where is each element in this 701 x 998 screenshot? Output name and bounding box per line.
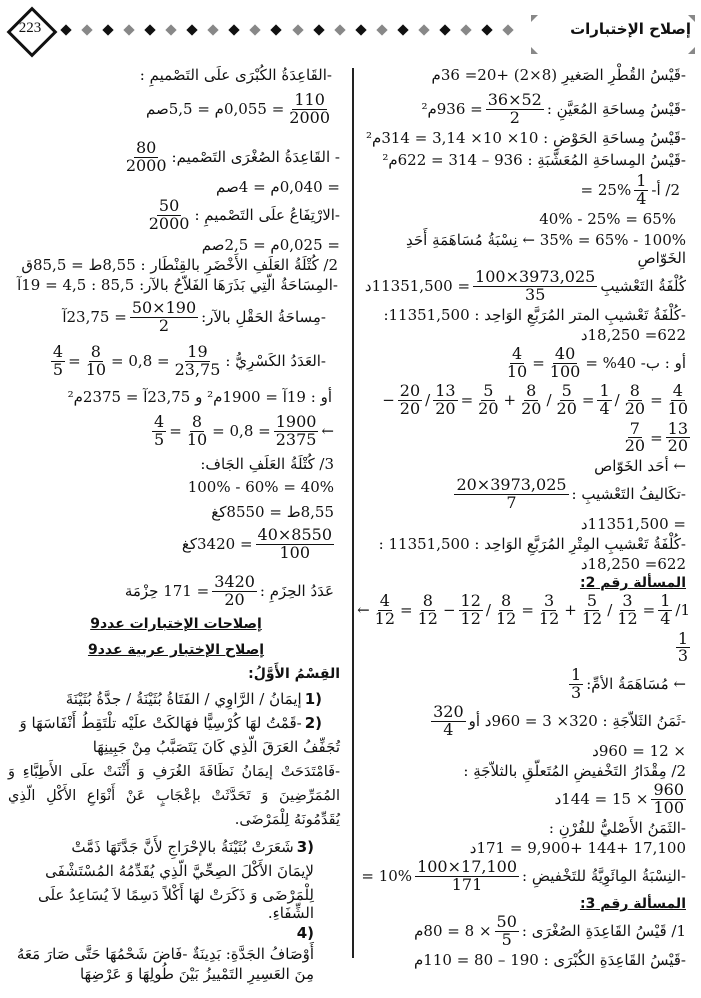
answer-line (146, 92, 332, 127)
text-segment: -مِساحَةُ الحَقْلِ بالآر: (201, 308, 326, 327)
fraction (651, 782, 686, 817)
fraction-numerator: 4 (154, 412, 165, 431)
answer-line (470, 839, 686, 857)
fraction (459, 593, 483, 628)
fraction-denominator: 10 (667, 398, 688, 418)
text-segment: = 10% (361, 867, 413, 886)
text-segment: × 15 = 144د (554, 790, 649, 809)
fraction (147, 198, 192, 233)
fraction (51, 344, 65, 379)
answer-line (8, 140, 340, 196)
text-segment: = 0,8 = (212, 422, 271, 441)
answer-line (357, 383, 690, 455)
answer-line (432, 66, 686, 84)
text-segment: 17,100 +144 +9,900 = 171د (469, 839, 686, 857)
fraction (666, 418, 690, 456)
text-segment: = (521, 601, 534, 620)
text-segment: ← مُسَاهَمَةُ الأمِّ: (586, 675, 686, 694)
answer-line (125, 574, 334, 609)
answer-line (414, 914, 686, 949)
fraction-numerator: 40 (554, 344, 576, 363)
answer-line (66, 690, 322, 708)
text-segment: = 936م² (421, 100, 483, 119)
text-segment: 2/ أ- (651, 181, 680, 200)
answer-line (414, 951, 686, 969)
text-segment: / (425, 391, 431, 410)
answer-line (357, 231, 686, 267)
fraction-numerator: 5 (483, 381, 494, 400)
fraction-denominator: 100 (653, 797, 684, 817)
fraction-numerator: 3420 (214, 572, 255, 591)
fraction-denominator: 5 (501, 929, 512, 949)
text-segment: أو : 19آ = 1900م² و 23,75آ = 2375م² (67, 388, 332, 406)
text-segment: = (650, 391, 663, 410)
text-segment: = (169, 422, 182, 441)
fraction-numerator: 4 (511, 344, 523, 363)
text-segment: لِلْمَرْضَى وَ ذَكَرَتْ لهَا أَكْلاً دَسِمًا لاَ يُسَاعِدُ علَى الشِّفَاءِ. (37, 886, 314, 922)
text-segment: = 11351,500د (364, 277, 471, 296)
fraction (597, 383, 611, 418)
fraction-denominator: 20 (556, 398, 577, 418)
text-segment: -تكَاليفُ التَعْشيبِ : (571, 485, 686, 504)
item-number: 1) (304, 690, 322, 708)
fraction-numerator: 8 (526, 381, 537, 400)
fraction-denominator: 20 (624, 398, 646, 418)
fraction (486, 92, 544, 127)
section-heading (580, 896, 686, 912)
fraction-denominator: 10 (85, 359, 107, 379)
answer-line (581, 173, 680, 208)
fraction-denominator: 4 (443, 719, 454, 739)
fraction (476, 383, 500, 418)
text-segment: إيمَانُ / الرَّاوِي / الفَتَاةُ بُثَيْنَةُ / جدَّةُ بُثَيْنَةَ (65, 690, 302, 708)
text-segment: × 12 = 960د (592, 741, 686, 760)
fraction (415, 859, 519, 894)
fraction (256, 527, 334, 562)
text-segment: − (442, 601, 456, 620)
answer-line (539, 210, 676, 228)
fraction-numerator: 8 (501, 591, 512, 610)
answer-line (8, 198, 340, 254)
text-segment: 2/ مِقْدَارُ التَخْفيضِ المُتَعلّقِ بالثلاّجَةِ : (463, 762, 686, 780)
answer-line (463, 762, 686, 780)
fraction-numerator: 13 (667, 418, 688, 438)
fraction (519, 383, 543, 418)
answer-line (366, 129, 686, 147)
item-number: 4) (296, 924, 314, 942)
fraction (173, 344, 223, 379)
fraction-numerator: 4 (52, 342, 64, 361)
fraction-numerator: 5 (586, 591, 598, 610)
answer-line (51, 344, 326, 379)
answer-line (62, 300, 326, 335)
fraction (666, 383, 690, 418)
text-segment: + (503, 391, 517, 410)
fraction-numerator: 19 (187, 342, 208, 361)
text-segment: 100% - 65% = 35% ← نِسْبَةُ مُسَاهَمَةِ أَحَدِ الخَوّاصِ (406, 231, 686, 267)
text-segment: -العَدَدُ الكَسْرِيُّ : (225, 352, 326, 371)
text-segment: = (400, 601, 413, 620)
fraction (130, 300, 198, 335)
fraction (537, 593, 561, 628)
answer-line (357, 593, 690, 665)
text-segment: شَعَرَتْ بُثَيْنَةُ بالإحْرَاجِ لأَنَّ جَدَّتَهَا ذَمَّتْ (71, 838, 294, 856)
answer-line (80, 965, 314, 983)
fraction (623, 418, 647, 456)
answer-line (379, 535, 686, 553)
fraction (454, 477, 568, 512)
answer-line (421, 92, 686, 127)
answer-line (188, 478, 334, 496)
fraction (634, 173, 648, 208)
answer-line (382, 151, 686, 169)
fraction-numerator: 8 (629, 381, 640, 400)
column-divider (352, 68, 354, 958)
fraction-numerator: 4 (672, 381, 683, 400)
answer-line (8, 924, 314, 963)
fraction-denominator: 12 (617, 608, 638, 628)
text-segment: = 11351,500د (580, 514, 686, 533)
text-segment: = 25% (580, 181, 632, 200)
fraction-numerator: 3 (622, 591, 633, 610)
text-segment: /1 (675, 601, 690, 620)
text-segment: 3/ كُتْلَةُ العَلَفِ الجَاف: (200, 455, 334, 473)
answer-line (555, 782, 686, 817)
fraction-numerator: 20×3973,025 (456, 475, 567, 494)
fraction (373, 593, 397, 628)
answer-line (200, 455, 334, 473)
fraction (84, 344, 108, 379)
text-segment: لإيمَانَ الأَكْلَ الصِحِّيَّ الّذِي يُقَدِّمُهُ المُسْتَشْفَى (45, 862, 314, 880)
text-segment: -قَمْتُ لهَا كُرْسِيًّا فهَالكَتْ علَيْه تلْتَقِطُ أَنْفَاسَهَا وَ (19, 714, 302, 732)
answer-line (152, 414, 334, 449)
fraction (473, 269, 597, 304)
fraction-denominator: 7 (506, 492, 517, 512)
text-segment: = (460, 391, 474, 410)
fraction-denominator: 20 (435, 398, 456, 418)
answer-line (140, 66, 332, 84)
text-segment: = 0,025م = 2,5صم (201, 235, 340, 254)
fraction (548, 346, 583, 381)
fraction-numerator: 1900 (275, 412, 317, 431)
fraction (185, 414, 209, 449)
fraction-denominator: 3 (571, 682, 582, 702)
fraction (676, 628, 690, 666)
answer-line (20, 714, 322, 732)
fraction (494, 593, 518, 628)
fraction (495, 914, 519, 949)
section-heading (580, 575, 686, 591)
fraction-numerator: 110 (294, 90, 325, 109)
answer-line (569, 667, 686, 702)
text-segment: تُجَفِّفُ العَرَقَ الّذِي كَانَ يَتَصَبَّبُ مِنْ جَبِينِهَا (92, 738, 340, 756)
fraction-denominator: 12 (460, 608, 481, 628)
fraction-denominator: 12 (495, 608, 517, 628)
text-segment: ← (357, 601, 370, 620)
fraction-denominator: 171 (451, 874, 483, 894)
fraction-denominator: 12 (374, 608, 396, 628)
fraction-numerator: 100×17,100 (417, 857, 517, 876)
fraction-numerator: 1 (677, 628, 688, 648)
text-segment: القِسْمُ الأَوَّلُ: (248, 666, 340, 682)
fraction-denominator: 2000 (125, 155, 167, 175)
text-segment: -قَيْسُ القَاعِدَةِ الكُبْرَى : 190 – 80 = 110م (414, 951, 686, 969)
text-segment: أَوْصَافُ الجَدَّةِ: بَدِينَةٌ -فَاضَ شَحْمُهَا حَتَّى صَارَ مَعَهُ (16, 945, 314, 963)
text-segment: -كُلْفَةُ تَعْشيبِ المِتْرِ المُرَبَّعِ الوَاحِد : 11351,500 : (378, 535, 686, 553)
fraction-denominator: 4 (599, 398, 610, 418)
fraction-numerator: 40×8550 (257, 525, 332, 544)
text-segment: 622= 18,250د (580, 326, 686, 344)
fraction (555, 383, 579, 418)
text-segment: = 0,055م = 5,5صم (145, 100, 285, 119)
fraction-numerator: 1 (636, 171, 647, 190)
answer-line (361, 859, 686, 894)
fraction-denominator: 20 (224, 589, 245, 609)
answer-line (21, 256, 338, 274)
fraction-denominator: 20 (624, 436, 646, 456)
fraction (615, 593, 639, 628)
answer-line (357, 704, 686, 760)
fraction-numerator: 12 (460, 591, 481, 610)
fraction (580, 593, 604, 628)
fraction-denominator: 20 (667, 436, 688, 456)
text-segment: -قَيْسُ مِساحَةِ الحَوْضِ : 10× 10× 3,14 = 314م² (366, 129, 686, 147)
answer-line (211, 503, 334, 521)
text-segment: = (642, 601, 656, 620)
item-number: 2) (304, 714, 322, 732)
text-segment: أو : ب- 40% = (585, 354, 686, 373)
text-segment: -قَيْسُ القُطْرِ الصَغيرِ (8×2) +20= 36م (431, 66, 686, 84)
fraction (274, 414, 319, 449)
text-segment: − (382, 391, 395, 410)
text-segment: المسألة رقم 2: (579, 575, 686, 591)
text-segment: -القَاعِدَةُ الكُبْرَى علَى التَصْميمِ : (139, 66, 332, 84)
text-segment: = (68, 352, 81, 371)
fraction-numerator: 960 (653, 780, 684, 799)
fraction-denominator: 4 (660, 608, 671, 628)
fraction-denominator: 20 (521, 398, 542, 418)
text-segment: -المِسَاحَةُ الّتِي بَذَرَهَا الفَلاّحُ بالآر: 85,5 : 4,5 = 19آ (17, 276, 338, 294)
text-segment: إصلاح الإختبار عربية عدد9 (87, 642, 265, 658)
fraction-numerator: 36×52 (487, 90, 542, 109)
answer-line (71, 838, 314, 856)
fraction-denominator: 12 (581, 608, 603, 628)
fraction-denominator: 10 (186, 429, 208, 449)
fraction (658, 593, 672, 628)
fraction (152, 414, 166, 449)
fraction-denominator: 2 (509, 107, 520, 127)
text-segment: = (581, 391, 595, 410)
answer-line (594, 457, 686, 475)
fraction-denominator: 2000 (289, 107, 330, 127)
fraction-numerator: 50 (158, 196, 180, 215)
right-column (357, 0, 690, 998)
text-segment: 8,55ط = 8550كغ (211, 503, 334, 521)
fraction-denominator: 23,75 (174, 359, 221, 379)
answer-line (8, 886, 314, 922)
answer-line (17, 276, 338, 294)
text-segment: عَدَدُ الحِزَمِ : (259, 582, 334, 601)
answer-line (549, 819, 686, 837)
fraction-denominator: 100 (279, 542, 311, 562)
text-segment: / (485, 601, 491, 620)
fraction-denominator: 5 (52, 359, 64, 379)
section-title: إصلاح الإختبارات (570, 20, 691, 38)
fraction-denominator: 5 (154, 429, 165, 449)
text-segment: -قَيْسُ المِساحَةِ المُعَشَّبَةِ : 936 – 314 = 622م² (382, 151, 686, 169)
text-segment: × 8 = 80م (414, 922, 492, 941)
text-segment: 1/ قَيْسُ القَاعِدَةِ الصُغْرَى : (521, 922, 686, 941)
fraction-denominator: 35 (525, 284, 546, 304)
fraction-denominator: 10 (506, 361, 528, 381)
answer-line (68, 388, 332, 406)
answer-line (93, 738, 340, 756)
text-segment: -الارْتِفَاعُ علَى التَصْميمِ : (194, 206, 340, 225)
text-segment: ← (321, 422, 334, 441)
fraction-numerator: 5 (561, 381, 572, 400)
fraction-numerator: 7 (629, 418, 640, 438)
fraction-denominator: 2375 (275, 429, 317, 449)
fraction-numerator: 1 (571, 665, 582, 684)
answer-line (357, 477, 686, 533)
text-segment: = 0,040م = 4صم (216, 177, 340, 196)
fraction-numerator: 80 (135, 138, 157, 157)
text-segment: = 171 حِزْمَة (124, 582, 210, 601)
fraction (433, 383, 457, 418)
fraction-denominator: 2000 (148, 213, 190, 233)
answer-line (383, 306, 686, 324)
fraction-numerator: 1 (599, 381, 610, 400)
fraction (623, 383, 647, 418)
fraction-denominator: 4 (636, 188, 647, 208)
fraction (398, 383, 422, 418)
text-segment: = 3420كغ (181, 535, 253, 554)
text-segment: ← أحَد الخَوّاص (594, 457, 686, 475)
answer-line (365, 269, 686, 304)
fraction-numerator: 320 (433, 702, 464, 721)
text-segment: المسألة رقم 3: (579, 896, 686, 912)
text-segment: = 0,8 = (111, 352, 170, 371)
answer-line (182, 527, 334, 562)
fraction (416, 593, 440, 628)
answer-line (45, 862, 314, 880)
fraction (431, 704, 466, 739)
text-segment: 100% - 60% = 40% (187, 478, 334, 496)
answer-line (248, 666, 340, 682)
fraction-denominator: 100 (549, 361, 581, 381)
text-segment: كُلْفَةُ التَعْشيبِ (600, 277, 686, 296)
fraction (505, 346, 529, 381)
fraction (287, 92, 332, 127)
text-segment: = (650, 428, 663, 447)
text-segment: / (614, 391, 620, 410)
fraction-denominator: 2 (158, 315, 170, 335)
fraction-denominator: 20 (399, 398, 421, 418)
text-segment: -ثَمَنُ الثَلاّجَةِ : 320× 3 = 960د أو (468, 712, 686, 731)
text-segment: مِنَ العَسِيرِ التَمْييزُ بَيْنَ طُولِهَا وَ عَرْضِهَا (79, 965, 314, 983)
text-segment: إصلاحات الإختبارات عدد9 (90, 616, 262, 632)
text-segment: 40% - 25% = 65% (539, 210, 676, 228)
fraction-denominator: 3 (677, 646, 688, 666)
answer-line (505, 346, 686, 381)
fraction (124, 140, 169, 175)
left-column (8, 0, 344, 998)
text-segment: / (607, 601, 613, 620)
fraction-numerator: 3 (543, 591, 555, 610)
fraction-numerator: 13 (435, 381, 456, 400)
fraction-numerator: 4 (379, 591, 390, 610)
text-segment: -كُلْفَةُ تَعْشيبِ المتر المُرَبَّعِ الوَاحِد : 11351,500: (383, 306, 686, 324)
fraction-numerator: 8 (191, 412, 203, 431)
item-number: 3) (296, 838, 314, 856)
fraction-numerator: 1 (660, 591, 671, 610)
text-segment: -الثَمَنُ الأَصْليُّ للفُرْنِ : (548, 819, 686, 837)
text-segment: - القَاعِدَةُ الصُغْرَى التَصْميم: (171, 148, 340, 167)
answer-line (581, 555, 686, 573)
fraction-denominator: 12 (417, 608, 438, 628)
fraction-numerator: 8 (90, 342, 101, 361)
page-number: 223 (18, 20, 42, 36)
fraction-denominator: 20 (478, 398, 499, 418)
fraction-numerator: 50×190 (131, 298, 197, 317)
text-segment: -النِسْبَةُ المِائَوِيَّةُ للتَخْفيضِ : (522, 867, 686, 886)
fraction-numerator: 50 (496, 912, 517, 931)
section-heading (8, 642, 344, 658)
text-segment: / (546, 391, 552, 410)
text-segment: = (532, 354, 545, 373)
fraction-numerator: 8 (422, 591, 433, 610)
text-segment: -قَيْسُ مِساحَةِ المُعَيَّنِ : (546, 100, 686, 119)
text-segment: = 23,75آ (62, 308, 127, 327)
fraction-denominator: 12 (538, 608, 560, 628)
fraction (569, 667, 583, 702)
answer-line (581, 326, 686, 344)
text-segment: + (564, 601, 577, 620)
fraction-numerator: 20 (399, 381, 421, 400)
answer-paragraph: -فَامْتَدَحَتْ إيمَانُ نَظَافَةَ الغُرَفِ وَ أَثْنَتْ علَى الأَطِبَّاءِ وَ المُمَرِّضِينَ وَ تَحَدَّثَتْ بإعْجَابٍ عَنْ أَنْوَاعِ الأَكْلِ الّذِي يُقَدِّمُونَهُ لِلْمَرْضَى. (8, 764, 340, 828)
fraction (212, 574, 257, 609)
text-segment: 622= 18,250د (580, 555, 686, 573)
fraction-numerator: 100×3973,025 (475, 267, 596, 286)
text-segment: 2/ كُتْلَةُ العَلَفِ الأَخْضَرِ بالقِنْطَار : 8,55ط = 85,5ق (21, 256, 338, 274)
section-heading (8, 616, 344, 632)
